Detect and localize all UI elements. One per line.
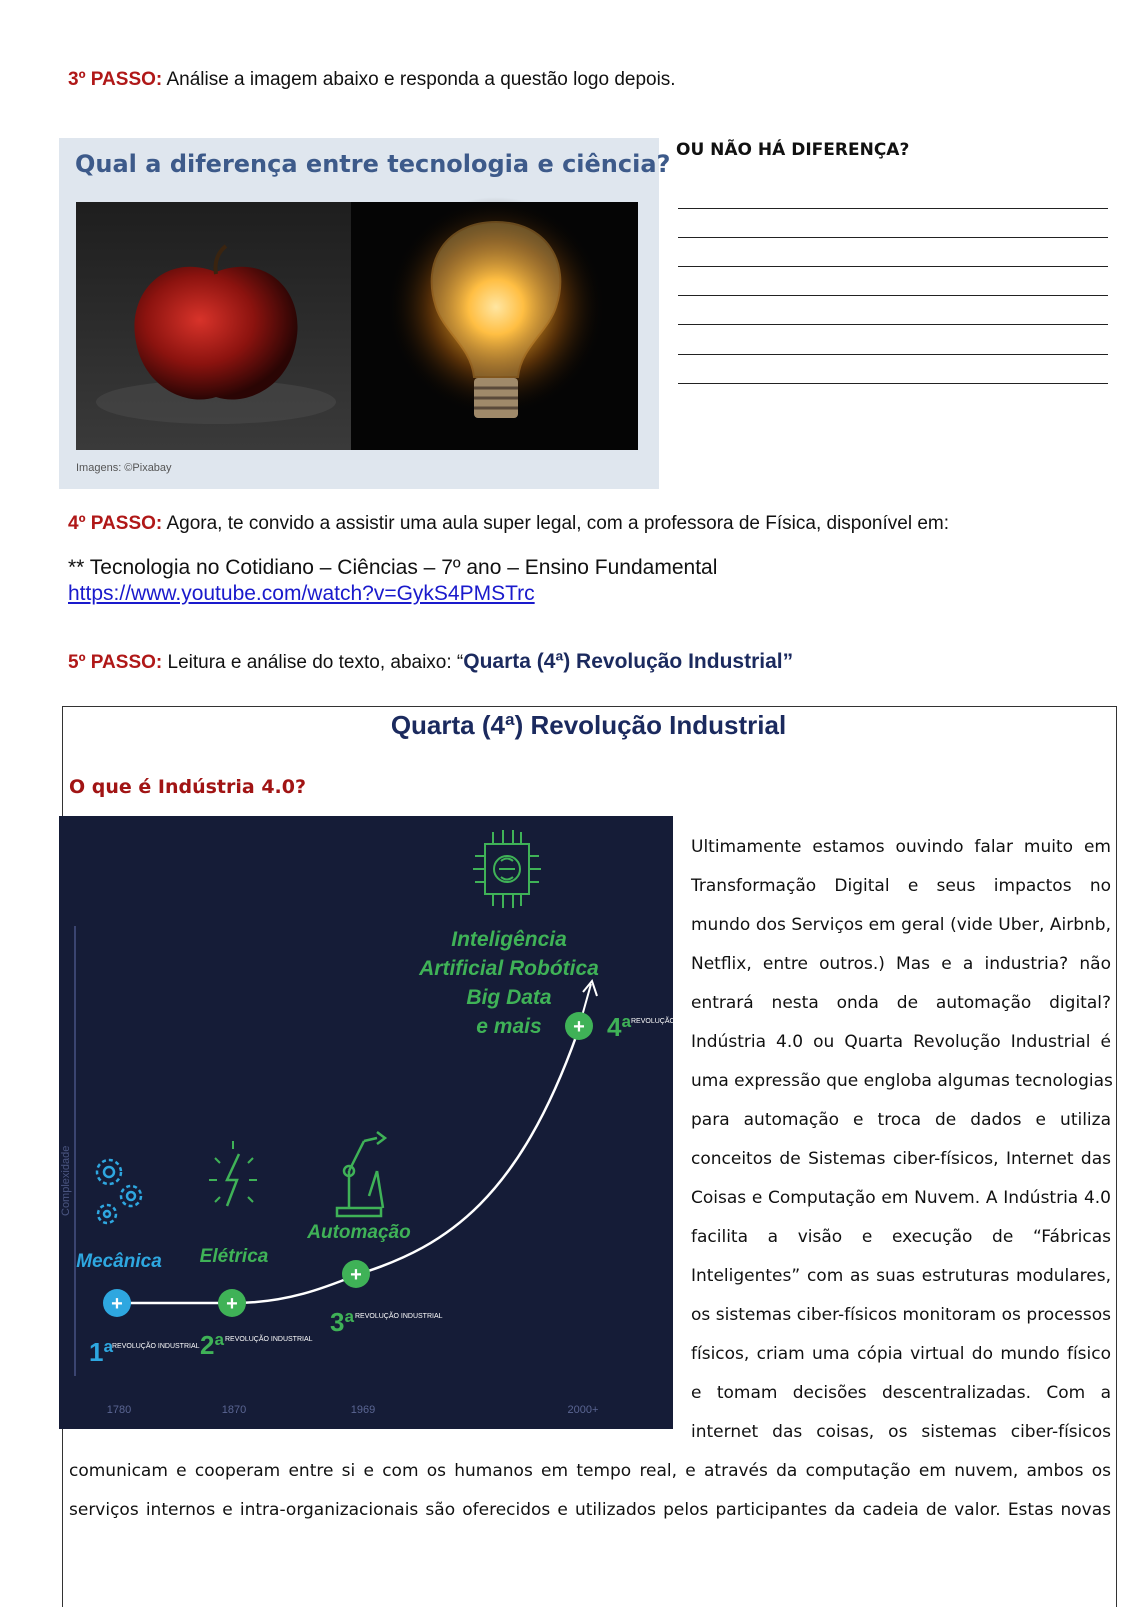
article-line: conceitos de Sistemas ciber-físicos, Internet das	[691, 1149, 1111, 1169]
ai-chip-icon	[473, 830, 541, 908]
lightbulb-icon	[386, 197, 606, 418]
article-line: internet das coisas, os sistemas ciber-físicos	[691, 1422, 1111, 1442]
article-wrapped-text	[691, 828, 1111, 1452]
stage-year: 1780	[106, 1404, 132, 1416]
article-line: e tomam decisões descentralizadas. Com a	[691, 1383, 1111, 1403]
revolution-label: REVOLUÇÃO INDUSTRIAL	[112, 1343, 200, 1350]
stage-number: 4ª	[607, 1012, 632, 1042]
stage-year: 1870	[221, 1404, 247, 1416]
article-line: entrará nesta onda de automação digital?	[691, 993, 1111, 1013]
stage-name-line: e mais	[476, 1015, 542, 1038]
article-line: os sistemas ciber-físicos monitoram os processos	[691, 1305, 1111, 1325]
answer-line	[678, 354, 1108, 355]
step5-quote-end: ”	[782, 650, 794, 673]
article-line: facilita a visão e execução de “Fábricas	[691, 1227, 1111, 1247]
stage-year: 1969	[350, 1404, 376, 1416]
answer-line	[678, 237, 1108, 238]
stage-name-line: Big Data	[466, 986, 552, 1009]
revolution-label: REVOLUÇÃO INDUSTRIAL	[225, 1336, 313, 1343]
revolution-label: REVOLUÇÃO INDUSTRIAL	[355, 1313, 443, 1320]
side-question: OU NÃO HÁ DIFERENÇA?	[676, 140, 910, 160]
stage-1	[76, 1160, 199, 1416]
article-line: comunicam e cooperam entre si e com os humanos em tempo real, e através da computação em nuvem, ambos os	[69, 1461, 1111, 1481]
stage-name: Elétrica	[199, 1246, 269, 1267]
gears-icon	[97, 1160, 141, 1223]
article-line: mundo dos Serviços em geral (vide Uber, Airbnb,	[691, 915, 1111, 935]
robot-arm-icon	[337, 1132, 385, 1216]
stage-name: Mecânica	[76, 1251, 162, 1272]
step4-heading	[68, 512, 949, 536]
answer-line	[678, 266, 1108, 267]
step5-label: 5º PASSO:	[68, 652, 163, 673]
svg-text:+: +	[111, 1293, 123, 1315]
video-title: ** Tecnologia no Cotidiano – Ciências – 7º ano – Ensino Fundamental	[68, 556, 718, 579]
step4-text: Agora, te convido a assistir uma aula super legal, com a professora de Física, disponível em:	[162, 513, 950, 534]
answer-line	[678, 324, 1108, 325]
article-full-width-text	[69, 1452, 1111, 1530]
step3-text: Análise a imagem abaixo e responda a questão logo depois.	[162, 69, 676, 90]
step5-text: Leitura e análise do texto, abaixo: “	[162, 652, 464, 673]
stage-number: 2ª	[200, 1330, 225, 1360]
svg-text:+: +	[226, 1293, 238, 1315]
apple-lightbulb-photo	[76, 202, 638, 450]
article-line: Netflix, entre outros.) Mas e a industria? não	[691, 954, 1111, 974]
lightning-icon	[209, 1141, 257, 1206]
image-question: Qual a diferença entre tecnologia e ciência?	[75, 150, 671, 178]
article-line: Indústria 4.0 ou Quarta Revolução Industrial é	[691, 1032, 1111, 1052]
answer-line	[678, 295, 1108, 296]
article-line: Inteligentes” com as suas estruturas modulares,	[691, 1266, 1111, 1286]
stage-2	[200, 1141, 313, 1416]
stage-number: 1ª	[89, 1337, 114, 1367]
step3-heading	[68, 68, 676, 92]
stage-number: 3ª	[330, 1307, 355, 1337]
article-line: uma expressão que engloba algumas tecnologias	[691, 1071, 1113, 1091]
image-credit: Imagens: ©Pixabay	[76, 462, 172, 474]
step3-label: 3º PASSO:	[68, 69, 163, 90]
answer-line	[678, 208, 1108, 209]
svg-text:+: +	[573, 1016, 585, 1038]
step5-heading	[68, 650, 793, 675]
article-line: serviços internos e intra-organizacionais são oferecidos e utilizados pelos participantes da cadeia de valor. Estas novas	[69, 1500, 1111, 1520]
stage-name-line: Artificial Robótica	[419, 957, 599, 980]
revolution-label: REVOLUÇÃO INDUSTRIAL	[631, 1018, 719, 1025]
axis-label: Complexidade	[60, 1145, 72, 1216]
article-line: Ultimamente estamos ouvindo falar muito em	[691, 837, 1111, 857]
step5-quote: Quarta (4ª) Revolução Industrial	[463, 650, 783, 673]
svg-text:+: +	[350, 1264, 362, 1286]
technology-science-image	[59, 138, 671, 489]
video-link[interactable]: https://www.youtube.com/watch?v=GykS4PMSTrc	[68, 582, 535, 605]
stage-3	[306, 1132, 442, 1416]
article-line: Transformação Digital e seus impactos no	[691, 876, 1111, 896]
stage-year: 2000+	[567, 1404, 599, 1416]
answer-line	[678, 383, 1108, 384]
article-title: Quarta (4ª) Revolução Industrial	[390, 710, 787, 740]
stage-name-line: Inteligência	[451, 928, 567, 951]
stage-name: Automação	[307, 1222, 411, 1243]
industry-revolutions-infographic	[59, 816, 719, 1429]
article-line: físicos, criam uma cópia virtual do mundo físico	[691, 1344, 1111, 1364]
step4-label: 4º PASSO:	[68, 513, 163, 534]
article-line: para automação e troca de dados e utiliza	[691, 1110, 1111, 1130]
article-line: Coisas e Computação em Nuvem. A Indústria 4.0	[691, 1188, 1111, 1208]
article-subtitle: O que é Indústria 4.0?	[69, 776, 307, 798]
